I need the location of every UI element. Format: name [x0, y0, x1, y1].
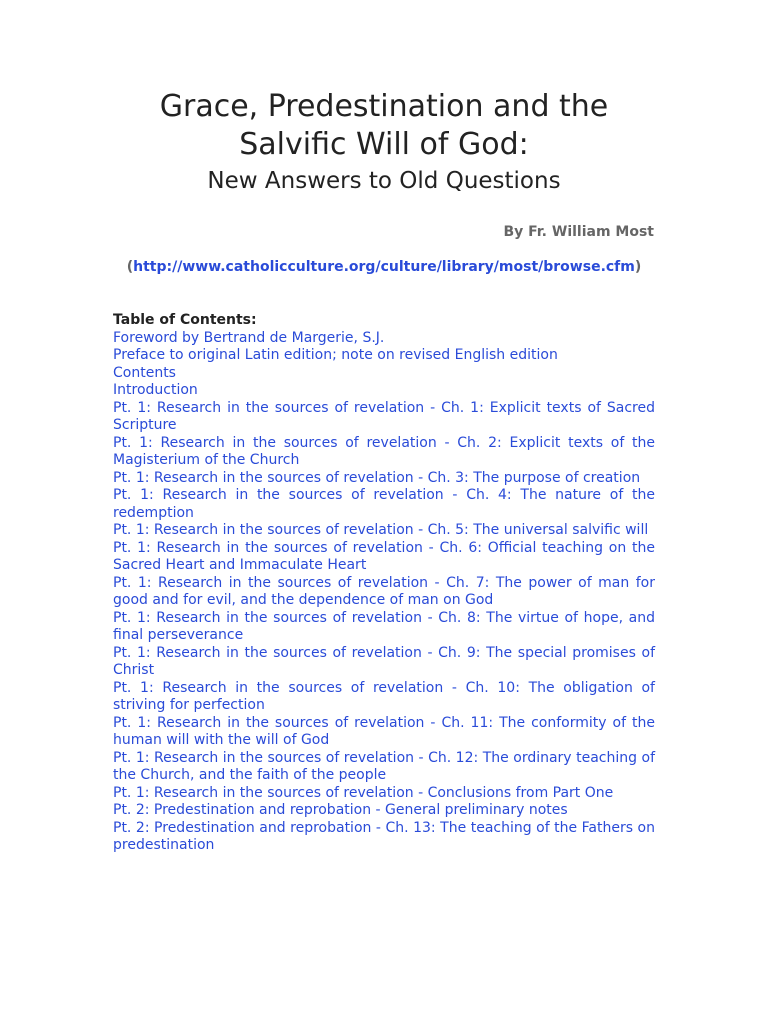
- toc-link[interactable]: Pt. 1: Research in the sources of revelation - Conclusions from Part One: [113, 784, 614, 801]
- toc-item: [113, 435, 655, 470]
- toc-item: [113, 400, 655, 435]
- toc-item: [113, 680, 655, 715]
- toc-item: [113, 785, 655, 803]
- toc-item: [113, 487, 655, 522]
- toc-item: [113, 470, 655, 488]
- toc-item: [113, 802, 655, 820]
- toc-item: [113, 365, 655, 383]
- toc-list: [113, 330, 655, 855]
- toc-link[interactable]: Pt. 1: Research in the sources of revelation - Ch. 1: Explicit texts of Sacred Scripture: [113, 399, 655, 433]
- source-open-paren: (: [126, 259, 134, 275]
- toc-link[interactable]: Pt. 1: Research in the sources of revelation - Ch. 2: Explicit texts of the Magisterium of the Church: [113, 434, 655, 468]
- toc-heading: Table of Contents:: [113, 312, 257, 328]
- toc-item: [113, 347, 655, 365]
- toc-item: [113, 575, 655, 610]
- table-of-contents: [113, 312, 655, 855]
- toc-link[interactable]: Pt. 1: Research in the sources of revelation - Ch. 10: The obligation of striving for perfection: [113, 679, 655, 713]
- toc-item: [113, 382, 655, 400]
- toc-item: [113, 820, 655, 855]
- toc-item: [113, 750, 655, 785]
- toc-link[interactable]: Pt. 1: Research in the sources of revelation - Ch. 4: The nature of the redemption: [113, 487, 655, 521]
- document-title: [0, 88, 768, 164]
- toc-item: [113, 522, 655, 540]
- source-reference: [113, 258, 655, 276]
- title-line-1: Grace, Predestination and the: [159, 89, 609, 124]
- toc-item: [113, 610, 655, 645]
- toc-link[interactable]: Preface to original Latin edition; note on revised English edition: [113, 347, 558, 363]
- toc-link[interactable]: Pt. 1: Research in the sources of revelation - Ch. 6: Official teaching on the Sacred Heart and Immaculate Heart: [113, 539, 655, 573]
- title-line-2: Salvific Will of God:: [239, 127, 529, 162]
- document-subtitle: New Answers to Old Questions: [207, 168, 561, 194]
- toc-item: [113, 330, 655, 348]
- toc-link[interactable]: Contents: [113, 364, 176, 381]
- toc-item: [113, 645, 655, 680]
- toc-link[interactable]: Introduction: [113, 382, 198, 398]
- toc-link[interactable]: Pt. 2: Predestination and reprobation - General preliminary notes: [113, 802, 568, 818]
- toc-item: [113, 540, 655, 575]
- toc-link[interactable]: Pt. 1: Research in the sources of revelation - Ch. 11: The conformity of the human will with the will of God: [113, 714, 655, 748]
- toc-link[interactable]: Pt. 1: Research in the sources of revelation - Ch. 9: The special promises of Christ: [113, 644, 655, 678]
- toc-link[interactable]: Foreword by Bertrand de Margerie, S.J.: [113, 329, 385, 346]
- author-byline: By Fr. William Most: [503, 224, 654, 240]
- source-close-paren: ): [634, 259, 642, 275]
- toc-link[interactable]: Pt. 1: Research in the sources of revelation - Ch. 5: The universal salvific will: [113, 522, 649, 538]
- toc-link[interactable]: Pt. 1: Research in the sources of revelation - Ch. 12: The ordinary teaching of the Church, and the faith of the people: [113, 749, 655, 783]
- toc-link[interactable]: Pt. 1: Research in the sources of revelation - Ch. 7: The power of man for good and for evil, and the dependence of man on God: [113, 574, 655, 608]
- source-link[interactable]: http://www.catholicculture.org/culture/library/most/browse.cfm: [133, 259, 635, 275]
- toc-item: [113, 715, 655, 750]
- toc-link[interactable]: Pt. 1: Research in the sources of revelation - Ch. 3: The purpose of creation: [113, 469, 641, 486]
- toc-link[interactable]: Pt. 1: Research in the sources of revelation - Ch. 8: The virtue of hope, and final perseverance: [113, 609, 655, 643]
- toc-link[interactable]: Pt. 2: Predestination and reprobation - Ch. 13: The teaching of the Fathers on predestination: [113, 819, 655, 853]
